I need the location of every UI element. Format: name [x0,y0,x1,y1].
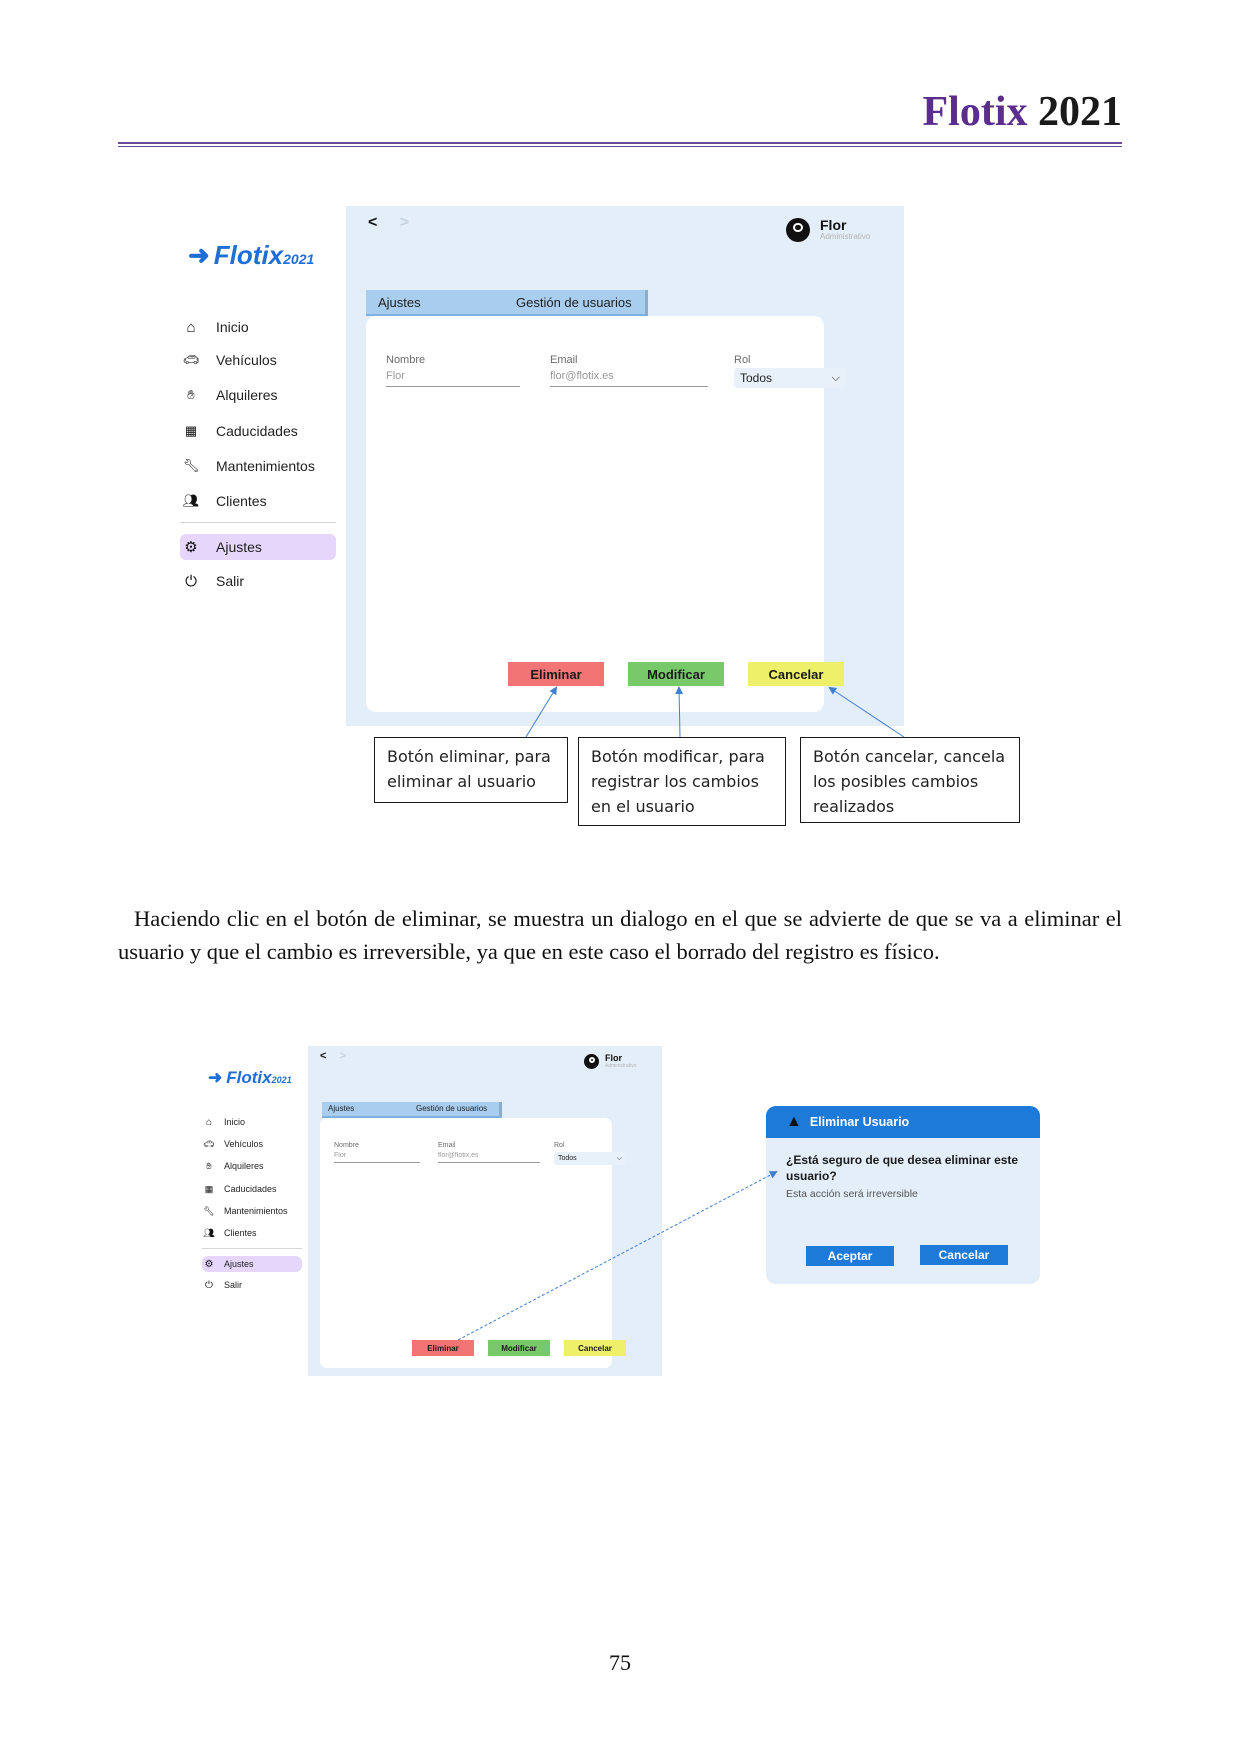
sidebar-item-mantenimientos[interactable] [202,1203,302,1219]
sidebar-divider [180,522,336,523]
callout-eliminar: Botón eliminar, para eliminar al usuario [374,737,568,803]
sidebar-item-label: Ajustes [216,539,262,555]
nav-arrows [320,1050,346,1062]
rol-select-value: Todos [558,1155,577,1162]
app-logo [188,240,314,271]
app-screenshot-large [170,206,904,726]
mechanic-icon: 🔧︎ [203,1205,215,1216]
sidebar-item-caducidades[interactable] [180,418,336,444]
rol-select-value: Todos [740,371,773,385]
calendar-icon: ▦ [204,1183,214,1194]
chevron-down-icon: ⌵ [831,371,840,384]
sidebar-item-mantenimientos[interactable] [180,453,336,479]
rol-select[interactable] [734,368,846,388]
user-role: Administrativo [820,232,871,242]
nombre-field[interactable]: Flor [334,1152,420,1163]
user-name: Flor [820,217,847,233]
users-icon: 👥︎ [182,493,200,508]
tab-gestion-usuarios[interactable]: Gestión de usuarios [410,1102,502,1118]
sidebar-item-label: Mantenimientos [224,1206,288,1216]
sidebar-item-alquileres[interactable] [202,1158,302,1174]
accept-button[interactable]: Aceptar [806,1246,894,1266]
sidebar-item-ajustes[interactable] [202,1256,302,1272]
body-paragraph: Haciendo clic en el botón de eliminar, se muestra un dialogo en el que se advierte de que se va a eliminar el usuario y que el cambio es irreversible, ya que en este caso el borrado del registro es físico. [118,906,1122,964]
header-rule-thin [118,146,1122,147]
nombre-field[interactable]: Flor [386,370,520,387]
logo-year: 2021 [283,251,315,267]
forward-arrow-icon[interactable]: > [399,214,410,231]
chevron-down-icon: ⌵ [616,1154,622,1162]
car-icon: 🚗︎ [203,1138,215,1149]
sidebar-item-clientes[interactable] [202,1225,302,1241]
warning-icon: ▲ [786,1113,802,1130]
mechanic-icon: 🔧︎ [182,458,200,473]
gear-icon: ⚙ [204,1258,214,1270]
modificar-button[interactable]: Modificar [628,662,724,686]
user-role: Administrativo [605,1062,637,1069]
avatar [584,1054,599,1069]
avatar [786,218,810,242]
sidebar [196,1046,308,1376]
sidebar-item-caducidades[interactable] [202,1181,302,1197]
tab-ajustes[interactable]: Ajustes [366,290,504,316]
logo-year: 2021 [271,1075,292,1085]
sidebar-item-label: Mantenimientos [216,458,315,474]
logo-mark-icon: ➜ [188,240,210,270]
sidebar-item-salir[interactable] [202,1277,302,1293]
sidebar-item-label: Ajustes [224,1259,254,1269]
dialog-question: ¿Está seguro de que desea eliminar este usuario? [786,1153,1019,1183]
back-arrow-icon[interactable]: < [368,214,378,231]
page-number: 75 [609,1650,631,1675]
sidebar-item-label: Alquileres [224,1161,264,1171]
sidebar-item-inicio[interactable] [202,1114,302,1130]
car-icon: 🚗︎ [182,352,200,367]
power-icon: ⏻ [185,572,197,590]
document-title [923,88,1122,136]
users-icon: 👥︎ [203,1227,215,1238]
callout-modificar: Botón modificar, para registrar los cambios en el usuario [578,737,786,826]
sidebar-item-ajustes[interactable] [180,534,336,560]
calendar-icon: ▦ [184,423,198,438]
user-profile[interactable] [786,218,870,242]
sidebar-item-vehiculos[interactable] [202,1136,302,1152]
eliminar-button[interactable]: Eliminar [508,662,604,686]
sidebar-item-label: Caducidades [224,1184,277,1194]
sidebar [170,206,346,726]
sidebar-item-label: Alquileres [216,387,278,403]
user-name: Flor [605,1053,622,1063]
cancelar-button[interactable]: Cancelar [748,662,844,686]
tab-gestion-usuarios[interactable]: Gestión de usuarios [504,290,648,316]
sidebar-divider [202,1248,302,1249]
document-title-brand: Flotix [922,89,1028,135]
tab-ajustes[interactable]: Ajustes [322,1102,410,1118]
sidebar-item-clientes[interactable] [180,488,336,514]
sidebar-item-label: Inicio [224,1117,246,1127]
gear-icon: ⚙ [184,539,198,556]
main-panel [346,206,904,726]
main-panel [308,1046,662,1376]
rol-label: Rol [734,354,751,366]
sidebar-item-label: Clientes [224,1228,257,1238]
email-field[interactable]: flor@flotix.es [438,1152,540,1163]
rol-label: Rol [554,1142,565,1149]
logo-mark-icon: ➜ [208,1068,223,1087]
email-field[interactable]: flor@flotix.es [550,370,708,387]
dialog-note: Esta acción será irreversible [786,1188,918,1200]
document-title-year: 2021 [1038,89,1122,135]
email-label: Email [438,1142,456,1149]
app-logo [208,1068,292,1088]
sidebar-item-alquileres[interactable] [180,382,336,408]
logo-text: Flotix [226,1068,272,1087]
dialog-cancel-button[interactable]: Cancelar [920,1245,1008,1265]
nombre-label: Nombre [334,1142,359,1149]
modificar-button[interactable]: Modificar [488,1340,550,1356]
power-icon: ⏻ [205,1279,213,1291]
sidebar-item-label: Caducidades [216,423,298,439]
home-icon: ⌂ [186,318,196,336]
nombre-label: Nombre [386,354,426,366]
sidebar-item-salir[interactable] [180,568,336,594]
nav-arrows [368,214,409,232]
sidebar-item-label: Vehículos [224,1139,264,1149]
sidebar-item-label: Salir [224,1280,243,1290]
app-screenshot-small [196,1046,662,1376]
dialog-header [766,1106,1040,1138]
sidebar-item-inicio[interactable] [180,314,336,340]
sidebar-item-label: Vehículos [216,352,277,368]
sidebar-item-vehiculos[interactable] [180,347,336,373]
eliminar-button[interactable]: Eliminar [412,1340,474,1356]
delete-confirm-dialog [766,1106,1040,1284]
forward-arrow-icon[interactable]: > [339,1050,346,1062]
back-arrow-icon[interactable]: < [320,1050,327,1062]
rol-select[interactable] [554,1152,626,1165]
handshake-icon: ✋︎ [206,1160,212,1171]
sidebar-item-label: Clientes [216,493,267,509]
sidebar-item-label: Salir [216,573,245,589]
sidebar-item-label: Inicio [216,319,249,335]
user-profile[interactable] [584,1054,636,1069]
cancelar-button[interactable]: Cancelar [564,1340,626,1356]
dialog-title: Eliminar Usuario [809,1115,910,1129]
header-rule [118,142,1122,144]
handshake-icon: ✋︎ [187,387,195,402]
logo-text: Flotix [213,240,284,270]
home-icon: ⌂ [205,1116,213,1128]
callout-cancelar: Botón cancelar, cancela los posibles cambios realizados [800,737,1020,823]
email-label: Email [550,354,578,366]
